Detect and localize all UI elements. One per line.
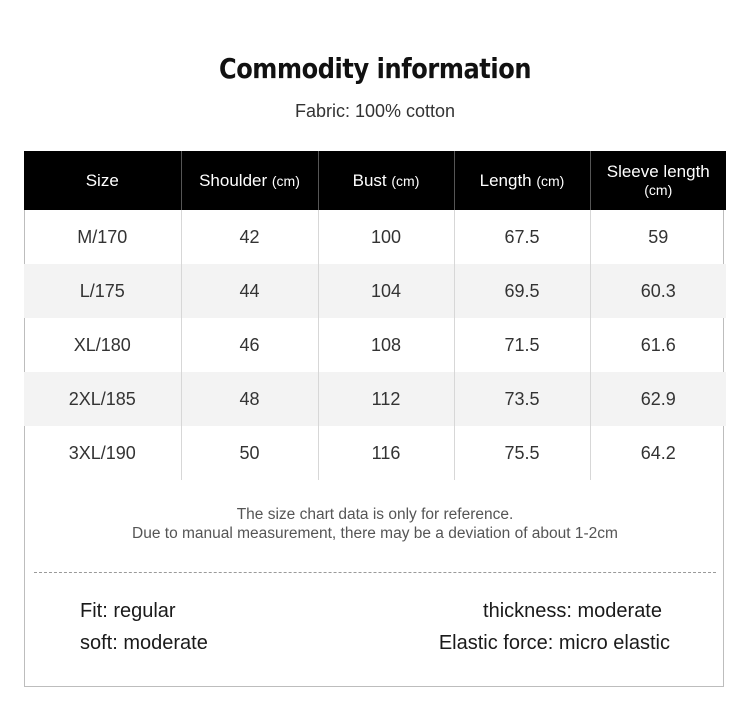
header-size: Size bbox=[24, 151, 181, 210]
cell-length: 69.5 bbox=[454, 264, 590, 318]
cell-shoulder: 46 bbox=[181, 318, 318, 372]
thickness-attribute: thickness: moderate bbox=[483, 600, 662, 622]
cell-sleeve-length: 62.9 bbox=[590, 372, 726, 426]
cell-sleeve-length: 60.3 bbox=[590, 264, 726, 318]
note-line: Due to manual measurement, there may be a deviation of about 1-2cm bbox=[132, 525, 618, 542]
cell-sleeve-length: 61.6 bbox=[640, 334, 676, 355]
cell-bust: 112 bbox=[318, 372, 454, 426]
soft-attribute: soft: moderate bbox=[80, 632, 208, 654]
fabric-subtitle: Fabric: 100% cotton bbox=[294, 101, 456, 121]
cell-size: M/170 bbox=[24, 210, 181, 264]
reference-note bbox=[0, 505, 750, 543]
dashed-divider bbox=[34, 572, 716, 573]
header-shoulder: Shoulder (cm) bbox=[181, 151, 318, 210]
header-sleeve-length: Sleeve length (cm) bbox=[590, 151, 726, 210]
page-title: Commodity information bbox=[218, 52, 532, 85]
fit-attribute: Fit: regular bbox=[80, 600, 176, 622]
table-header-row bbox=[24, 151, 726, 210]
cell-size: 3XL/190 bbox=[24, 426, 181, 480]
cell-length: 73.5 bbox=[454, 372, 590, 426]
header-bust: Bust (cm) bbox=[318, 151, 454, 210]
table-row bbox=[24, 426, 726, 480]
table-row bbox=[24, 318, 726, 372]
cell-shoulder: 42 bbox=[181, 210, 318, 264]
table-row bbox=[24, 264, 726, 318]
cell-length: 71.5 bbox=[454, 318, 590, 372]
note-line: The size chart data is only for reference. bbox=[236, 506, 514, 523]
size-chart-table bbox=[24, 151, 726, 480]
cell-sleeve-length: 64.2 bbox=[640, 442, 676, 463]
cell-size: L/175 bbox=[24, 264, 181, 318]
table-row bbox=[24, 210, 726, 264]
cell-shoulder: 48 bbox=[181, 372, 318, 426]
cell-shoulder: 50 bbox=[181, 426, 318, 480]
cell-shoulder: 44 bbox=[181, 264, 318, 318]
cell-length: 67.5 bbox=[454, 210, 590, 264]
cell-size: 2XL/185 bbox=[24, 372, 181, 426]
cell-bust: 104 bbox=[318, 264, 454, 318]
cell-bust: 100 bbox=[318, 210, 454, 264]
cell-sleeve-length: 59 bbox=[648, 226, 669, 247]
cell-bust: 116 bbox=[318, 426, 454, 480]
elastic-attribute: Elastic force: micro elastic bbox=[438, 632, 670, 654]
header-length: Length (cm) bbox=[454, 151, 590, 210]
cell-length: 75.5 bbox=[454, 426, 590, 480]
table-row bbox=[24, 372, 726, 426]
cell-size: XL/180 bbox=[24, 318, 181, 372]
cell-bust: 108 bbox=[318, 318, 454, 372]
